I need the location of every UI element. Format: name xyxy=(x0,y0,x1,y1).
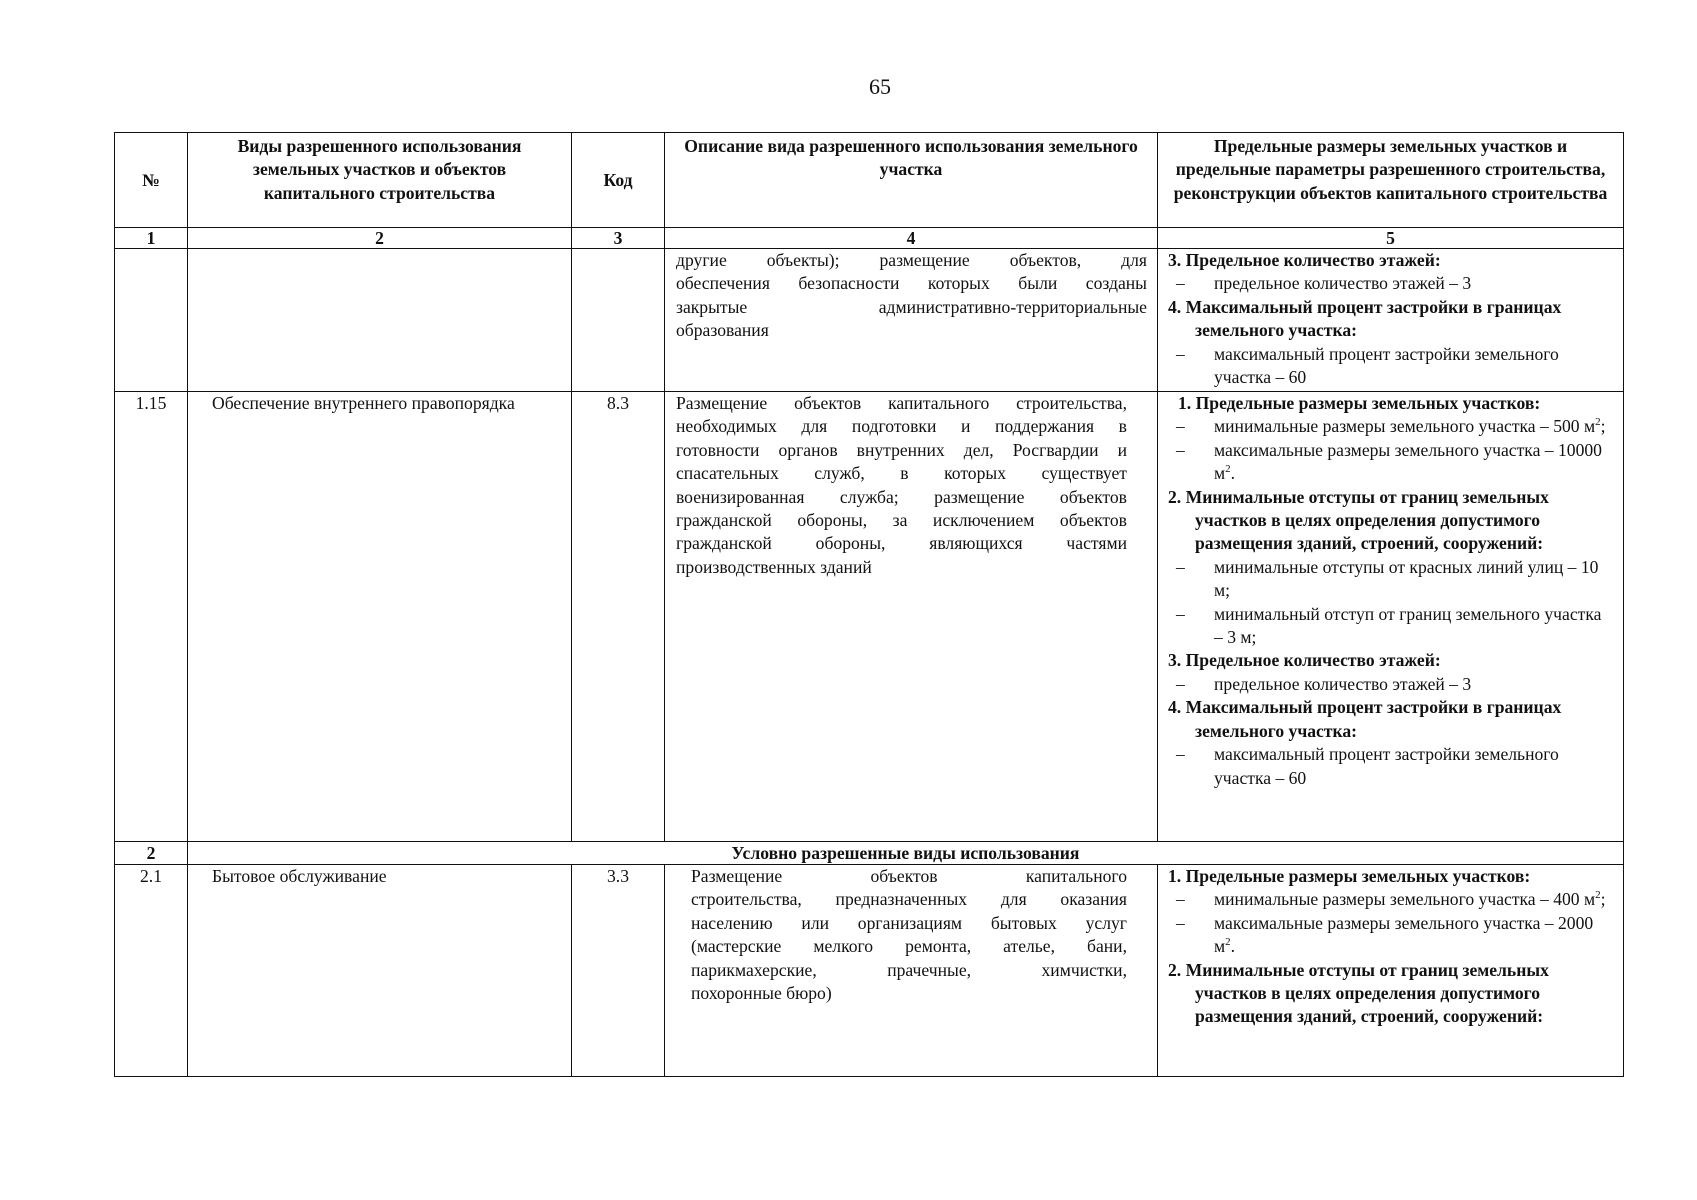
param-heading: 3. Предельное количество этажей: xyxy=(1168,650,1441,671)
param-heading: 3. Предельное количество этажей: xyxy=(1168,250,1441,270)
description-line: гражданской обороны, за исключением объектов xyxy=(676,510,1127,531)
row-description xyxy=(665,249,1158,392)
description-line: парикмахерские, прачечные, химчистки, xyxy=(691,959,1127,980)
dash-bullet: – xyxy=(1176,889,1185,910)
param-item: – максимальный процент застройки земельного участка – 60 xyxy=(1168,343,1611,390)
dash-bullet: – xyxy=(1176,744,1185,765)
column-number-4: 4 xyxy=(665,228,1158,249)
row-use-type: Бытовое обслуживание xyxy=(188,865,572,1077)
page-number: 65 xyxy=(869,74,891,99)
row-use-type: Обеспечение внутреннего правопорядка xyxy=(188,392,572,842)
description-line: необходимых для подготовки и поддержания в xyxy=(676,416,1127,437)
row-description xyxy=(665,392,1158,842)
dash-bullet: – xyxy=(1176,439,1185,460)
description-line: (мастерские мелкого ремонта, ателье, бани, xyxy=(691,936,1127,957)
section-number: 2 xyxy=(115,842,188,865)
header-description: Описание вида разрешенного использования земельного участка xyxy=(665,133,1158,228)
param-heading: 2. Минимальные отступы от границ земельных участков в целях определения допустимого размещения зданий, строений, сооружений: xyxy=(1168,486,1549,554)
row-parameters xyxy=(1158,392,1624,842)
description-line: производственных зданий xyxy=(676,556,872,577)
header-number: № xyxy=(115,133,188,228)
description-line: закрытые административно-территориальные xyxy=(676,296,1147,317)
dash-bullet: – xyxy=(1176,912,1185,933)
row-code: 3.3 xyxy=(572,865,665,1077)
dash-bullet: – xyxy=(1176,343,1185,364)
param-item: – максимальные размеры земельного участка – 2000 $м^2$. xyxy=(1168,912,1611,959)
dash-bullet: – xyxy=(1176,416,1185,437)
dash-bullet: – xyxy=(1176,556,1185,577)
description-line: гражданской обороны, являющихся частями xyxy=(676,533,1127,554)
description-line: обеспечения безопасности которых были созданы xyxy=(676,273,1147,294)
param-heading: 1. Предельные размеры земельных участков: xyxy=(1168,866,1531,886)
param-heading: 1. Предельные размеры земельных участков: xyxy=(1178,393,1541,413)
column-number-2: 2 xyxy=(188,228,572,249)
row-code: 8.3 xyxy=(572,392,665,842)
param-heading: 4. Максимальный процент застройки в границах земельного участка: xyxy=(1168,296,1562,341)
description-line: Размещение объектов капитального xyxy=(691,866,1127,886)
row-parameters xyxy=(1158,865,1624,1077)
description-line: Размещение объектов капитального строительства, xyxy=(676,393,1127,413)
row-number xyxy=(115,249,188,392)
header-code: Код xyxy=(572,133,665,228)
dash-bullet: – xyxy=(1176,673,1185,694)
row-code xyxy=(572,249,665,392)
param-item: – минимальные размеры земельного участка – 400 $м^2$; xyxy=(1168,888,1611,911)
column-number-1: 1 xyxy=(115,228,188,249)
param-heading: 4. Максимальный процент застройки в границах земельного участка: xyxy=(1168,697,1562,741)
description-line: строительства, предназначенных для оказания xyxy=(691,889,1127,910)
table-row-1-15 xyxy=(115,392,1624,842)
dash-bullet: – xyxy=(1176,603,1185,624)
row-use-type xyxy=(188,249,572,392)
param-item: – минимальные отступы от красных линий улиц – 10 м; xyxy=(1168,556,1611,603)
column-number-5: 5 xyxy=(1158,228,1624,249)
description-line: населению или организациям бытовых услуг xyxy=(691,912,1127,933)
header-use-type: Виды разрешенного использования земельных участков и объектов капитального строительства xyxy=(188,133,572,228)
description-line: военизированная служба; размещение объектов xyxy=(676,486,1127,507)
description-line: другие объекты); размещение объектов, для xyxy=(676,250,1147,270)
param-item: – максимальные размеры земельного участка – 10000 $м^2$. xyxy=(1168,439,1611,486)
row-number: 1.15 xyxy=(115,392,188,842)
param-heading: 2. Минимальные отступы от границ земельных участков в целях определения допустимого размещения зданий, строений, сооружений: xyxy=(1168,959,1549,1027)
description-line: образования xyxy=(676,320,769,341)
param-item: – минимальный отступ от границ земельного участка – 3 м; xyxy=(1168,603,1611,650)
dash-bullet: – xyxy=(1176,273,1185,294)
land-use-table xyxy=(114,132,1624,1077)
column-numbers-row xyxy=(115,228,1624,249)
table-header-row xyxy=(115,133,1624,228)
section-title: Условно разрешенные виды использования xyxy=(188,842,1624,865)
row-description xyxy=(665,865,1158,1077)
column-number-3: 3 xyxy=(572,228,665,249)
row-parameters xyxy=(1158,249,1624,392)
param-item: – предельное количество этажей – 3 xyxy=(1168,272,1611,295)
param-item: – максимальный процент застройки земельного участка – 60 xyxy=(1168,743,1611,790)
row-number: 2.1 xyxy=(115,865,188,1077)
description-line: готовности органов внутренних дел, Росгвардии и xyxy=(676,439,1127,460)
table-row-continued xyxy=(115,249,1624,392)
table-row-2-1 xyxy=(115,865,1624,1077)
param-item: – предельное количество этажей – 3 xyxy=(1168,673,1611,696)
header-parameters: Предельные размеры земельных участков и предельные параметры разрешенного строительства, реконструкции объектов капитального строительства xyxy=(1158,133,1624,228)
description-line: похоронные бюро) xyxy=(691,983,832,1004)
param-item: – минимальные размеры земельного участка – 500 $м^2$; xyxy=(1168,415,1611,438)
description-line: спасательных служб, в которых существует xyxy=(676,463,1127,484)
section-row xyxy=(115,842,1624,865)
